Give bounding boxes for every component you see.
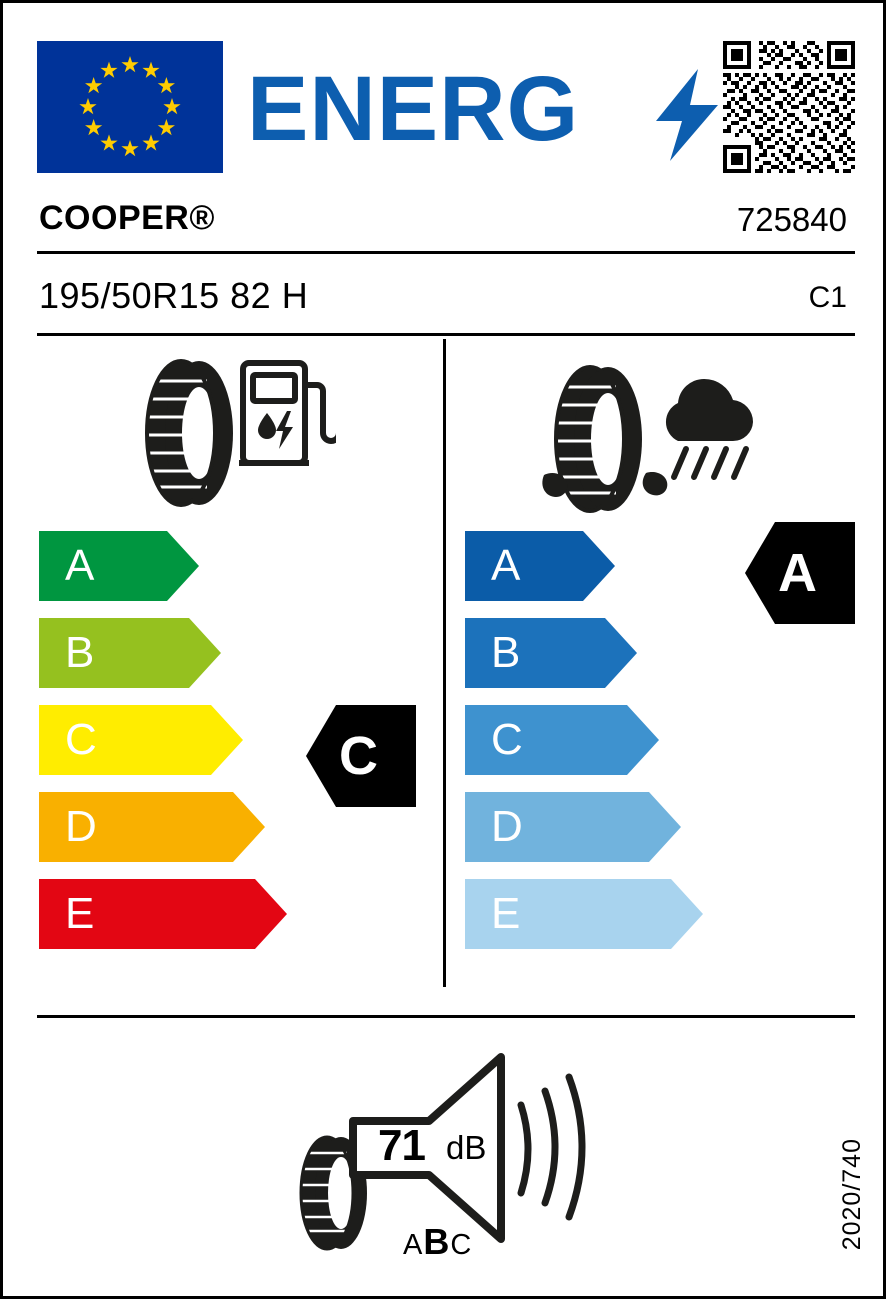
tyre-fuel-pump-icon xyxy=(121,351,336,516)
fuel-grade-a xyxy=(39,531,439,601)
tyre-size: 195/50R15 82 H xyxy=(39,275,309,316)
qr-code-icon xyxy=(723,41,855,173)
noise-class-c: C xyxy=(450,1229,473,1261)
noise-class-b-selected: B xyxy=(423,1221,451,1262)
fuel-grade-e xyxy=(39,879,439,949)
noise-value: 71 xyxy=(378,1121,425,1170)
lightning-bolt-icon xyxy=(652,69,722,161)
wet-grade-e xyxy=(465,879,855,949)
model-code: 725840 xyxy=(736,201,847,238)
divider-bottom xyxy=(37,1015,855,1018)
noise-section xyxy=(283,1043,603,1263)
fuel-grade-b xyxy=(39,618,439,688)
eu-flag-icon xyxy=(37,41,223,173)
divider-top xyxy=(37,251,855,254)
noise-class-row xyxy=(403,1221,472,1263)
fuel-efficiency-result xyxy=(306,705,416,807)
regulation-reference: 2020/740 xyxy=(838,1137,866,1250)
wet-grade-b xyxy=(465,618,855,688)
tyre-class: C1 xyxy=(808,281,847,314)
noise-class-a: A xyxy=(403,1229,424,1261)
energy-wordmark: ENERG xyxy=(247,58,580,160)
tyre-rain-cloud-icon xyxy=(528,351,788,521)
label-header xyxy=(37,37,855,177)
divider-vertical xyxy=(443,339,446,987)
wet-grade-d xyxy=(465,792,855,862)
brand-name: COOPER® xyxy=(39,199,215,237)
wet-grade-c xyxy=(465,705,855,775)
wet-grade-e-label: E xyxy=(491,889,521,938)
fuel-grade-e-label: E xyxy=(65,889,95,938)
wet-grade-b-label: B xyxy=(491,628,521,677)
fuel-grade-c-label: C xyxy=(65,715,97,764)
noise-unit: dB xyxy=(446,1129,487,1166)
fuel-grade-b-label: B xyxy=(65,628,95,677)
fuel-grade-d-label: D xyxy=(65,802,97,851)
wet-grade-d-label: D xyxy=(491,802,523,851)
fuel-grade-a-label: A xyxy=(65,541,95,590)
wet-grip-result-label: A xyxy=(778,543,817,603)
divider-middle xyxy=(37,333,855,336)
wet-grade-a-label: A xyxy=(491,541,521,590)
wet-grip-result xyxy=(745,522,855,624)
fuel-efficiency-result-label: C xyxy=(339,726,378,786)
wet-grade-c-label: C xyxy=(491,715,523,764)
